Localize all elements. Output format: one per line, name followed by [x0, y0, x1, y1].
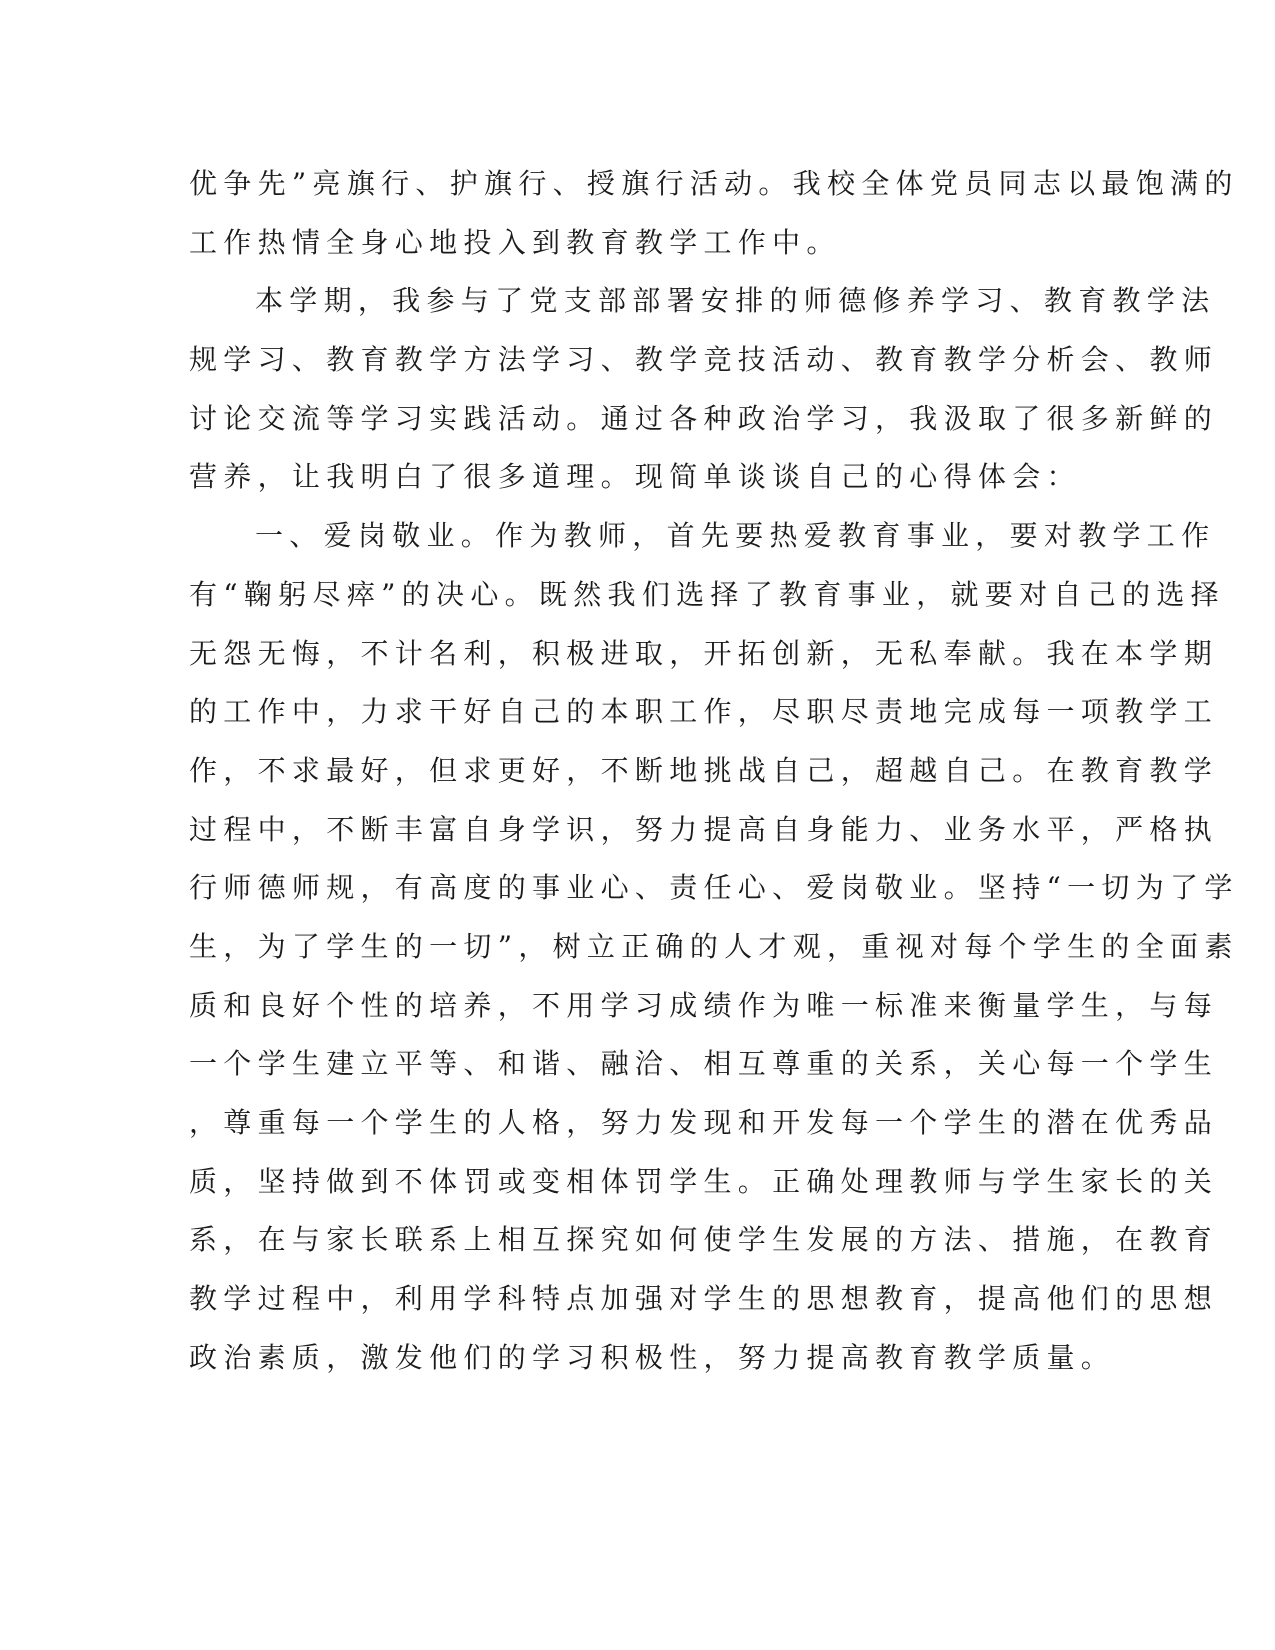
text-line: 营养，让我明白了很多道理。现简单谈谈自己的心得体会：: [189, 460, 1081, 494]
text-line: 无怨无悔，不计名利，积极进取，开拓创新，无私奉献。我在本学期: [189, 636, 1219, 670]
text-line: 质，坚持做到不体罚或变相体罚学生。正确处理教师与学生家长的关: [189, 1164, 1219, 1198]
text-line: 行师德师规，有高度的事业心、责任心、爱岗敬业。坚持“一切为了学: [189, 871, 1239, 905]
text-line: 一、爱岗敬业。作为教师，首先要热爱教育事业，要对教学工作: [255, 519, 1216, 553]
text-line: 教学过程中，利用学科特点加强对学生的思想教育，提高他们的思想: [189, 1282, 1219, 1316]
text-line: 质和良好个性的培养，不用学习成绩作为唯一标准来衡量学生，与每: [189, 988, 1219, 1022]
paragraph-study-activities: [189, 272, 1219, 507]
paragraph-dedication: [189, 507, 1239, 1387]
text-line: 过程中，不断丰富自身学识，努力提高自身能力、业务水平，严格执: [189, 812, 1219, 846]
text-line: 本学期，我参与了党支部部署安排的师德修养学习、教育教学法: [255, 284, 1216, 318]
document-body: [189, 155, 1239, 1387]
paragraph-continuation: [189, 155, 1239, 272]
text-line: 的工作中，力求干好自己的本职工作，尽职尽责地完成每一项教学工: [189, 695, 1219, 729]
text-line: 作，不求最好，但求更好，不断地挑战自己，超越自己。在教育教学: [189, 753, 1219, 787]
text-line: 工作热情全身心地投入到教育教学工作中。: [189, 225, 841, 259]
text-line: 一个学生建立平等、和谐、融洽、相互尊重的关系，关心每一个学生: [189, 1047, 1219, 1081]
text-line: 政治素质，激发他们的学习积极性，努力提高教育教学质量。: [189, 1340, 1116, 1374]
text-line: ，尊重每一个学生的人格，努力发现和开发每一个学生的潜在优秀品: [189, 1106, 1219, 1139]
text-line: 规学习、教育教学方法学习、教学竞技活动、教育教学分析会、教师: [189, 343, 1219, 377]
text-line: 优争先”亮旗行、护旗行、授旗行活动。我校全体党员同志以最饱满的: [189, 167, 1239, 200]
text-line: 讨论交流等学习实践活动。通过各种政治学习，我汲取了很多新鲜的: [189, 401, 1219, 435]
text-line: 有“鞠躬尽瘁”的决心。既然我们选择了教育事业，就要对自己的选择: [189, 577, 1225, 611]
text-line: 生，为了学生的一切”，树立正确的人才观，重视对每个学生的全面素: [189, 929, 1239, 963]
text-line: 系，在与家长联系上相互探究如何使学生发展的方法、措施，在教育: [189, 1223, 1219, 1257]
